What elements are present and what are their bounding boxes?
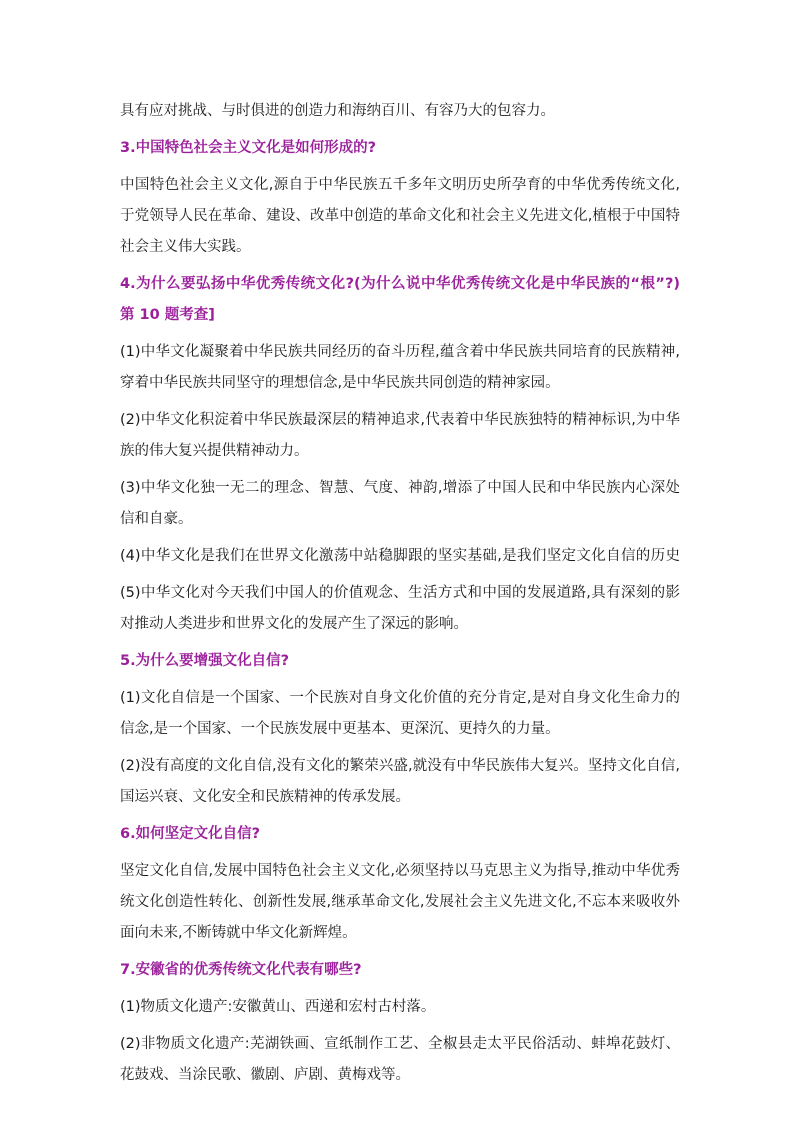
text-line: 国运兴衰、文化安全和民族精神的传承发展。 [120,789,410,805]
answer-paragraph-7-1 [120,992,680,1023]
text-line: 穿着中华民族共同坚守的理想信念,是中华民族共同创造的精神家园。 [120,375,560,391]
text-line: 对推动人类进步和世界文化的发展产生了深远的影响。 [120,616,468,632]
question-heading-3 [120,133,680,164]
answer-paragraph-6 [120,856,680,949]
text-line: (2)没有高度的文化自信,没有文化的繁荣兴盛,就没有中华民族伟大复兴。坚持文化自信, [120,758,680,774]
text-line: (2)中华文化积淀着中华民族最深层的精神追求,代表着中华民族独特的精神标识,为中华 [120,412,680,428]
text-line: 花鼓戏、当涂民歌、徽剧、庐剧、黄梅戏等。 [120,1067,410,1083]
question-heading-6 [120,819,680,850]
answer-paragraph-5-1 [120,683,680,745]
text-line: 面向未来,不断铸就中华文化新辉煌。 [120,925,357,941]
text-line: 坚定文化自信,发展中国特色社会主义文化,必须坚持以马克思主义为指导,推动中华优秀 [120,863,680,879]
answer-paragraph-4-1 [120,337,680,399]
text-line: 于党领导人民在革命、建设、改革中创造的革命文化和社会主义先进文化,植根于中国特 [120,208,680,224]
text-line: (2)非物质文化遗产:芜湖铁画、宣纸制作工艺、全椒县走太平民俗活动、蚌埠花鼓灯、 [120,1036,680,1052]
text-line: 信和自豪。 [120,511,193,527]
question-heading-5 [120,646,680,677]
text-line: 统文化创造性转化、创新性发展,继承革命文化,发展社会主义先进文化,不忘本来吸收外 [120,894,680,910]
text-line: (1)中华文化凝聚着中华民族共同经历的奋斗历程,蕴含着中华民族共同培育的民族精神, [120,344,680,360]
heading-line: 7.安徽省的优秀传统文化代表有哪些? [120,962,362,978]
text-line: (1)文化自信是一个国家、一个民族对自身文化价值的充分肯定,是对自身文化生命力的 [120,690,680,706]
answer-paragraph-4-3 [120,473,680,535]
text-line: 具有应对挑战、与时俱进的创造力和海纳百川、有容乃大的包容力。 [120,103,555,119]
heading-line: 第 10 题考查] [120,307,215,323]
text-line: (4)中华文化是我们在世界文化激荡中站稳脚跟的坚实基础,是我们坚定文化自信的历史 [120,548,680,564]
text-line: (5)中华文化对今天我们中国人的价值观念、生活方式和中国的发展道路,具有深刻的影 [120,585,680,601]
heading-line: 4.为什么要弘扬中华优秀传统文化?(为什么说中华优秀传统文化是中华民族的“根”?) [120,276,680,292]
answer-paragraph-5-2 [120,751,680,813]
answer-paragraph-4-4 [120,541,680,572]
text-line: 社会主义伟大实践。 [120,239,251,255]
answer-paragraph-3 [120,170,680,263]
text-line: 族的伟大复兴提供精神动力。 [120,443,309,459]
text-line: 中国特色社会主义文化,源自于中华民族五千多年文明历史所孕育的中华优秀传统文化, [120,177,680,193]
document-body [120,96,680,1091]
heading-line: 3.中国特色社会主义文化是如何形成的? [120,140,377,156]
paragraph-intro-continuation [120,96,680,127]
answer-paragraph-4-2 [120,405,680,467]
heading-line: 5.为什么要增强文化自信? [120,653,290,669]
question-heading-4 [120,269,680,331]
answer-paragraph-4-5 [120,578,680,640]
text-line: 信念,是一个国家、一个民族发展中更基本、更深沉、更持久的力量。 [120,721,560,737]
text-line: (3)中华文化独一无二的理念、智慧、气度、神韵,增添了中国人民和中华民族内心深处 [120,480,680,496]
text-line: (1)物质文化遗产:安徽黄山、西递和宏村古村落。 [120,999,436,1015]
heading-line: 6.如何坚定文化自信? [120,826,261,842]
question-heading-7 [120,955,680,986]
answer-paragraph-7-2 [120,1029,680,1091]
